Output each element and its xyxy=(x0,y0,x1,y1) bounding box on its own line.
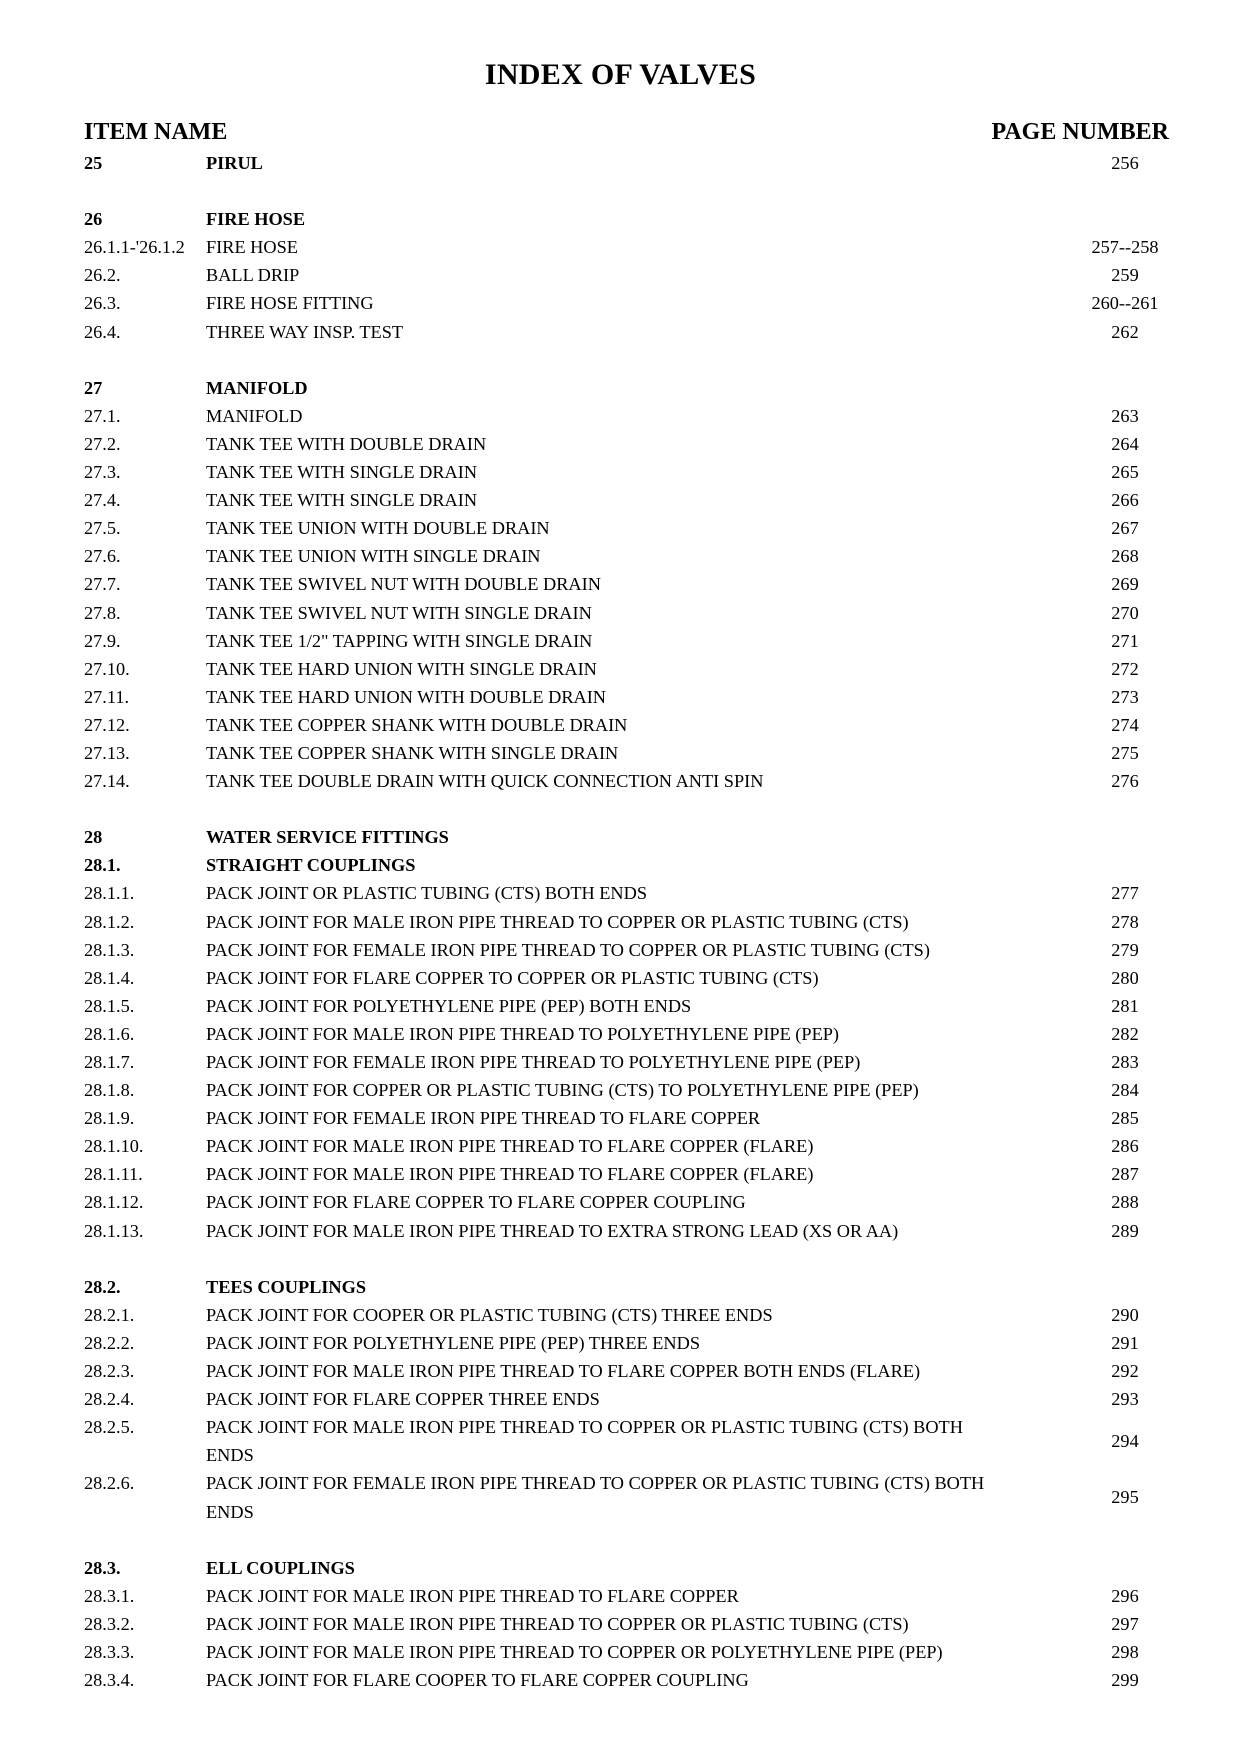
item-name: PACK JOINT FOR POLYETHYLENE PIPE (PEP) THREE ENDS xyxy=(206,1332,701,1353)
item-number: 27 xyxy=(84,377,103,398)
index-row xyxy=(0,713,1241,741)
index-row xyxy=(0,320,1241,348)
item-name: TANK TEE HARD UNION WITH DOUBLE DRAIN xyxy=(206,686,606,707)
item-name: PACK JOINT FOR FEMALE IRON PIPE THREAD TO POLYETHYLENE PIPE (PEP) xyxy=(206,1052,861,1072)
page-number: 294 xyxy=(1111,1431,1139,1452)
index-row xyxy=(0,741,1241,769)
item-name: FIRE HOSE xyxy=(206,237,298,258)
page-title: INDEX OF VALVES xyxy=(484,58,757,91)
page-number: 292 xyxy=(1111,1361,1139,1382)
item-name: PACK JOINT FOR FEMALE IRON PIPE THREAD TO FLARE COPPER xyxy=(206,1108,761,1129)
item-name: PACK JOINT FOR POLYETHYLENE PIPE (PEP) BOTH ENDS xyxy=(206,995,692,1016)
item-name: PACK JOINT FOR FLARE COPPER TO FLARE COPPER COUPLING xyxy=(206,1192,746,1213)
index-row xyxy=(0,657,1241,685)
index-row xyxy=(0,629,1241,657)
item-name: TANK TEE UNION WITH SINGLE DRAIN xyxy=(206,546,541,567)
item-name: MANIFOLD xyxy=(206,405,303,426)
index-row xyxy=(0,1134,1241,1162)
item-number: 28.2.2. xyxy=(84,1332,135,1353)
item-number: 27.9. xyxy=(84,630,121,651)
item-name: TANK TEE DOUBLE DRAIN WITH QUICK CONNECTION ANTI SPIN xyxy=(206,771,764,792)
item-name: PACK JOINT FOR MALE IRON PIPE THREAD TO EXTRA STRONG LEAD (XS OR AA) xyxy=(206,1220,899,1241)
index-row xyxy=(0,1471,1241,1527)
item-number: 27.2. xyxy=(84,433,121,454)
item-number: 28 xyxy=(84,827,103,848)
page-number: 256 xyxy=(1111,153,1139,173)
page-number: 288 xyxy=(1111,1192,1139,1213)
item-name: PACK JOINT FOR FLARE COOPER TO FLARE COPPER COUPLING xyxy=(206,1670,749,1691)
item-name: TANK TEE HARD UNION WITH SINGLE DRAIN xyxy=(206,658,597,679)
index-row xyxy=(0,966,1241,994)
item-number: 28.2.5. xyxy=(84,1417,135,1438)
item-number: 26.3. xyxy=(84,293,121,314)
item-number: 26.1.1-'26.1.2 xyxy=(84,237,185,258)
index-row xyxy=(0,572,1241,600)
item-name: PACK JOINT FOR FLARE COPPER THREE ENDS xyxy=(206,1389,600,1410)
item-number: 28.1.6. xyxy=(84,1023,135,1044)
index-row xyxy=(0,938,1241,966)
index-row xyxy=(0,1190,1241,1218)
page-number: 264 xyxy=(1111,433,1139,454)
item-number: 28.3. xyxy=(84,1557,121,1578)
item-name: PACK JOINT OR PLASTIC TUBING (CTS) BOTH ENDS xyxy=(206,883,647,904)
page-number: 277 xyxy=(1111,883,1139,904)
page-number: 298 xyxy=(1111,1641,1139,1662)
page-number: 286 xyxy=(1111,1136,1139,1157)
item-name: ELL COUPLINGS xyxy=(206,1557,355,1578)
item-number: 28.2.1. xyxy=(84,1304,135,1325)
item-number: 27.12. xyxy=(84,714,130,735)
page-number: 278 xyxy=(1111,911,1139,932)
item-number: 28.1.4. xyxy=(84,967,135,988)
section-heading-row xyxy=(0,1556,1241,1584)
page-number: 274 xyxy=(1111,714,1139,735)
item-name: TANK TEE SWIVEL NUT WITH DOUBLE DRAIN xyxy=(206,574,601,595)
item-number: 27.13. xyxy=(84,742,130,763)
index-row xyxy=(0,910,1241,938)
page-number-header: PAGE NUMBER xyxy=(991,119,1169,145)
item-name: STRAIGHT COUPLINGS xyxy=(206,855,416,876)
item-number: 28.1.13. xyxy=(84,1220,144,1241)
index-row xyxy=(0,769,1241,797)
item-number: 28.1.11. xyxy=(84,1164,143,1185)
item-name: PACK JOINT FOR MALE IRON PIPE THREAD TO COPPER OR POLYETHYLENE PIPE (PEP) xyxy=(206,1641,943,1662)
index-row xyxy=(0,1612,1241,1640)
index-row xyxy=(0,1584,1241,1612)
item-number: 27.7. xyxy=(84,574,121,595)
item-name: PACK JOINT FOR COPPER OR PLASTIC TUBING (CTS) TO POLYETHYLENE PIPE (PEP) xyxy=(206,1080,919,1101)
item-name: TANK TEE WITH DOUBLE DRAIN xyxy=(206,433,487,454)
index-row xyxy=(0,460,1241,488)
index-row xyxy=(0,1640,1241,1668)
section-heading-row xyxy=(0,151,1241,179)
item-name: PACK JOINT FOR FEMALE IRON PIPE THREAD TO COPPER OR PLASTIC TUBING (CTS) BOTH ENDS xyxy=(206,1473,985,1522)
page-number: 257--258 xyxy=(1091,237,1159,258)
item-name: TANK TEE COPPER SHANK WITH DOUBLE DRAIN xyxy=(206,714,628,735)
item-number: 26.2. xyxy=(84,265,121,286)
page-number: 285 xyxy=(1111,1108,1139,1129)
page-number: 259 xyxy=(1111,265,1139,286)
index-row xyxy=(0,601,1241,629)
index-list xyxy=(0,151,1241,1696)
page-number: 272 xyxy=(1111,658,1139,679)
page-number: 296 xyxy=(1111,1585,1139,1606)
page-number: 290 xyxy=(1111,1304,1139,1325)
index-row xyxy=(0,1303,1241,1331)
item-number: 27.4. xyxy=(84,490,121,511)
page-number: 263 xyxy=(1111,405,1139,426)
item-number: 27.5. xyxy=(84,518,121,539)
index-row xyxy=(0,235,1241,263)
item-name: PIRUL xyxy=(206,153,263,173)
item-name: TEES COUPLINGS xyxy=(206,1276,367,1297)
page-number: 275 xyxy=(1111,742,1139,763)
item-name: PACK JOINT FOR MALE IRON PIPE THREAD TO POLYETHYLENE PIPE (PEP) xyxy=(206,1023,839,1044)
item-number: 28.3.4. xyxy=(84,1670,135,1691)
item-name: TANK TEE SWIVEL NUT WITH SINGLE DRAIN xyxy=(206,602,592,623)
item-number: 27.8. xyxy=(84,602,121,623)
item-name: FIRE HOSE FITTING xyxy=(206,293,374,314)
item-number: 28.1.2. xyxy=(84,911,135,932)
item-number: 28.3.3. xyxy=(84,1641,135,1662)
item-number: 28.1.8. xyxy=(84,1080,135,1101)
item-number: 26 xyxy=(84,209,103,230)
item-number: 28.1.7. xyxy=(84,1052,135,1072)
item-name: BALL DRIP xyxy=(206,265,300,286)
index-row xyxy=(0,263,1241,291)
index-row xyxy=(0,1106,1241,1134)
section-heading-row xyxy=(0,825,1241,853)
item-number: 27.10. xyxy=(84,658,130,679)
index-row xyxy=(0,291,1241,319)
item-number: 28.2.6. xyxy=(84,1473,135,1494)
page-number: 267 xyxy=(1111,518,1139,539)
page-number: 266 xyxy=(1111,490,1139,511)
item-number: 28.2.4. xyxy=(84,1389,135,1410)
page-number: 289 xyxy=(1111,1220,1139,1241)
index-row xyxy=(0,1162,1241,1190)
item-number: 26.4. xyxy=(84,321,121,342)
item-name: PACK JOINT FOR COOPER OR PLASTIC TUBING (CTS) THREE ENDS xyxy=(206,1304,773,1325)
page-number: 287 xyxy=(1111,1164,1139,1185)
index-row xyxy=(0,1668,1241,1696)
item-number: 27.14. xyxy=(84,771,130,792)
index-row xyxy=(0,1415,1241,1471)
page-number: 270 xyxy=(1111,602,1139,623)
index-row xyxy=(0,488,1241,516)
page-number: 295 xyxy=(1111,1487,1139,1508)
index-row xyxy=(0,1078,1241,1106)
item-name: PACK JOINT FOR FLARE COPPER TO COPPER OR PLASTIC TUBING (CTS) xyxy=(206,967,819,988)
item-name: THREE WAY INSP. TEST xyxy=(206,321,404,342)
page-number: 276 xyxy=(1111,771,1139,792)
page-number: 268 xyxy=(1111,546,1139,567)
index-row xyxy=(0,1022,1241,1050)
item-number: 28.2. xyxy=(84,1276,121,1297)
item-number: 28.1.1. xyxy=(84,883,135,904)
item-number: 28.1. xyxy=(84,855,121,876)
page-number: 297 xyxy=(1111,1613,1139,1634)
item-name: PACK JOINT FOR MALE IRON PIPE THREAD TO COPPER OR PLASTIC TUBING (CTS) xyxy=(206,911,909,932)
index-row xyxy=(0,994,1241,1022)
page-number: 291 xyxy=(1111,1332,1139,1353)
item-name: TANK TEE WITH SINGLE DRAIN xyxy=(206,462,478,483)
item-number: 28.1.9. xyxy=(84,1108,135,1129)
item-name: FIRE HOSE xyxy=(206,209,306,230)
index-row xyxy=(0,1359,1241,1387)
item-number: 27.6. xyxy=(84,546,121,567)
item-name: WATER SERVICE FITTINGS xyxy=(206,827,449,848)
item-number: 28.1.5. xyxy=(84,995,135,1016)
item-number: 27.11. xyxy=(84,686,130,707)
index-row xyxy=(0,685,1241,713)
page-number: 280 xyxy=(1111,967,1139,988)
section-heading-row xyxy=(0,207,1241,235)
item-name: PACK JOINT FOR FEMALE IRON PIPE THREAD TO COPPER OR PLASTIC TUBING (CTS) xyxy=(206,939,930,960)
page-number: 279 xyxy=(1111,939,1139,960)
index-row xyxy=(0,1219,1241,1247)
page-number: 284 xyxy=(1111,1080,1139,1101)
item-number: 25 xyxy=(84,153,103,173)
item-number: 28.1.3. xyxy=(84,939,135,960)
item-name: MANIFOLD xyxy=(206,377,308,398)
index-row xyxy=(0,432,1241,460)
page-number: 283 xyxy=(1111,1052,1139,1072)
item-name: PACK JOINT FOR MALE IRON PIPE THREAD TO FLARE COPPER (FLARE) xyxy=(206,1164,814,1185)
item-name: TANK TEE WITH SINGLE DRAIN xyxy=(206,490,478,511)
page-number: 262 xyxy=(1111,321,1139,342)
index-row xyxy=(0,516,1241,544)
index-row xyxy=(0,404,1241,432)
section-heading-row xyxy=(0,1275,1241,1303)
item-name: TANK TEE COPPER SHANK WITH SINGLE DRAIN xyxy=(206,742,619,763)
item-number: 28.2.3. xyxy=(84,1361,135,1382)
section-heading-row xyxy=(0,376,1241,404)
page-number: 265 xyxy=(1111,462,1139,483)
page-number: 282 xyxy=(1111,1023,1139,1044)
page-number: 271 xyxy=(1111,630,1139,651)
page-number: 299 xyxy=(1111,1670,1139,1691)
item-name: PACK JOINT FOR MALE IRON PIPE THREAD TO FLARE COPPER (FLARE) xyxy=(206,1136,814,1157)
item-name: PACK JOINT FOR MALE IRON PIPE THREAD TO COPPER OR PLASTIC TUBING (CTS) xyxy=(206,1613,909,1634)
item-name-header: ITEM NAME xyxy=(84,119,228,145)
page-number: 293 xyxy=(1111,1389,1139,1410)
page-number: 281 xyxy=(1111,995,1139,1016)
index-row xyxy=(0,1387,1241,1415)
item-number: 27.1. xyxy=(84,405,121,426)
index-row xyxy=(0,1050,1241,1078)
index-row xyxy=(0,881,1241,909)
index-row xyxy=(0,1331,1241,1359)
item-number: 27.3. xyxy=(84,462,121,483)
item-number: 28.1.12. xyxy=(84,1192,144,1213)
item-number: 28.3.2. xyxy=(84,1613,135,1634)
item-name: TANK TEE 1/2" TAPPING WITH SINGLE DRAIN xyxy=(206,630,593,651)
item-number: 28.1.10. xyxy=(84,1136,144,1157)
item-name: PACK JOINT FOR MALE IRON PIPE THREAD TO FLARE COPPER BOTH ENDS (FLARE) xyxy=(206,1361,921,1382)
item-number: 28.3.1. xyxy=(84,1585,135,1606)
item-name: PACK JOINT FOR MALE IRON PIPE THREAD TO FLARE COPPER xyxy=(206,1585,739,1606)
item-name: TANK TEE UNION WITH DOUBLE DRAIN xyxy=(206,518,550,539)
page-number: 260--261 xyxy=(1091,293,1159,314)
item-name: PACK JOINT FOR MALE IRON PIPE THREAD TO COPPER OR PLASTIC TUBING (CTS) BOTH ENDS xyxy=(206,1417,963,1466)
section-heading-row xyxy=(0,853,1241,881)
index-row xyxy=(0,544,1241,572)
page-number: 273 xyxy=(1111,686,1139,707)
page-number: 269 xyxy=(1111,574,1139,595)
